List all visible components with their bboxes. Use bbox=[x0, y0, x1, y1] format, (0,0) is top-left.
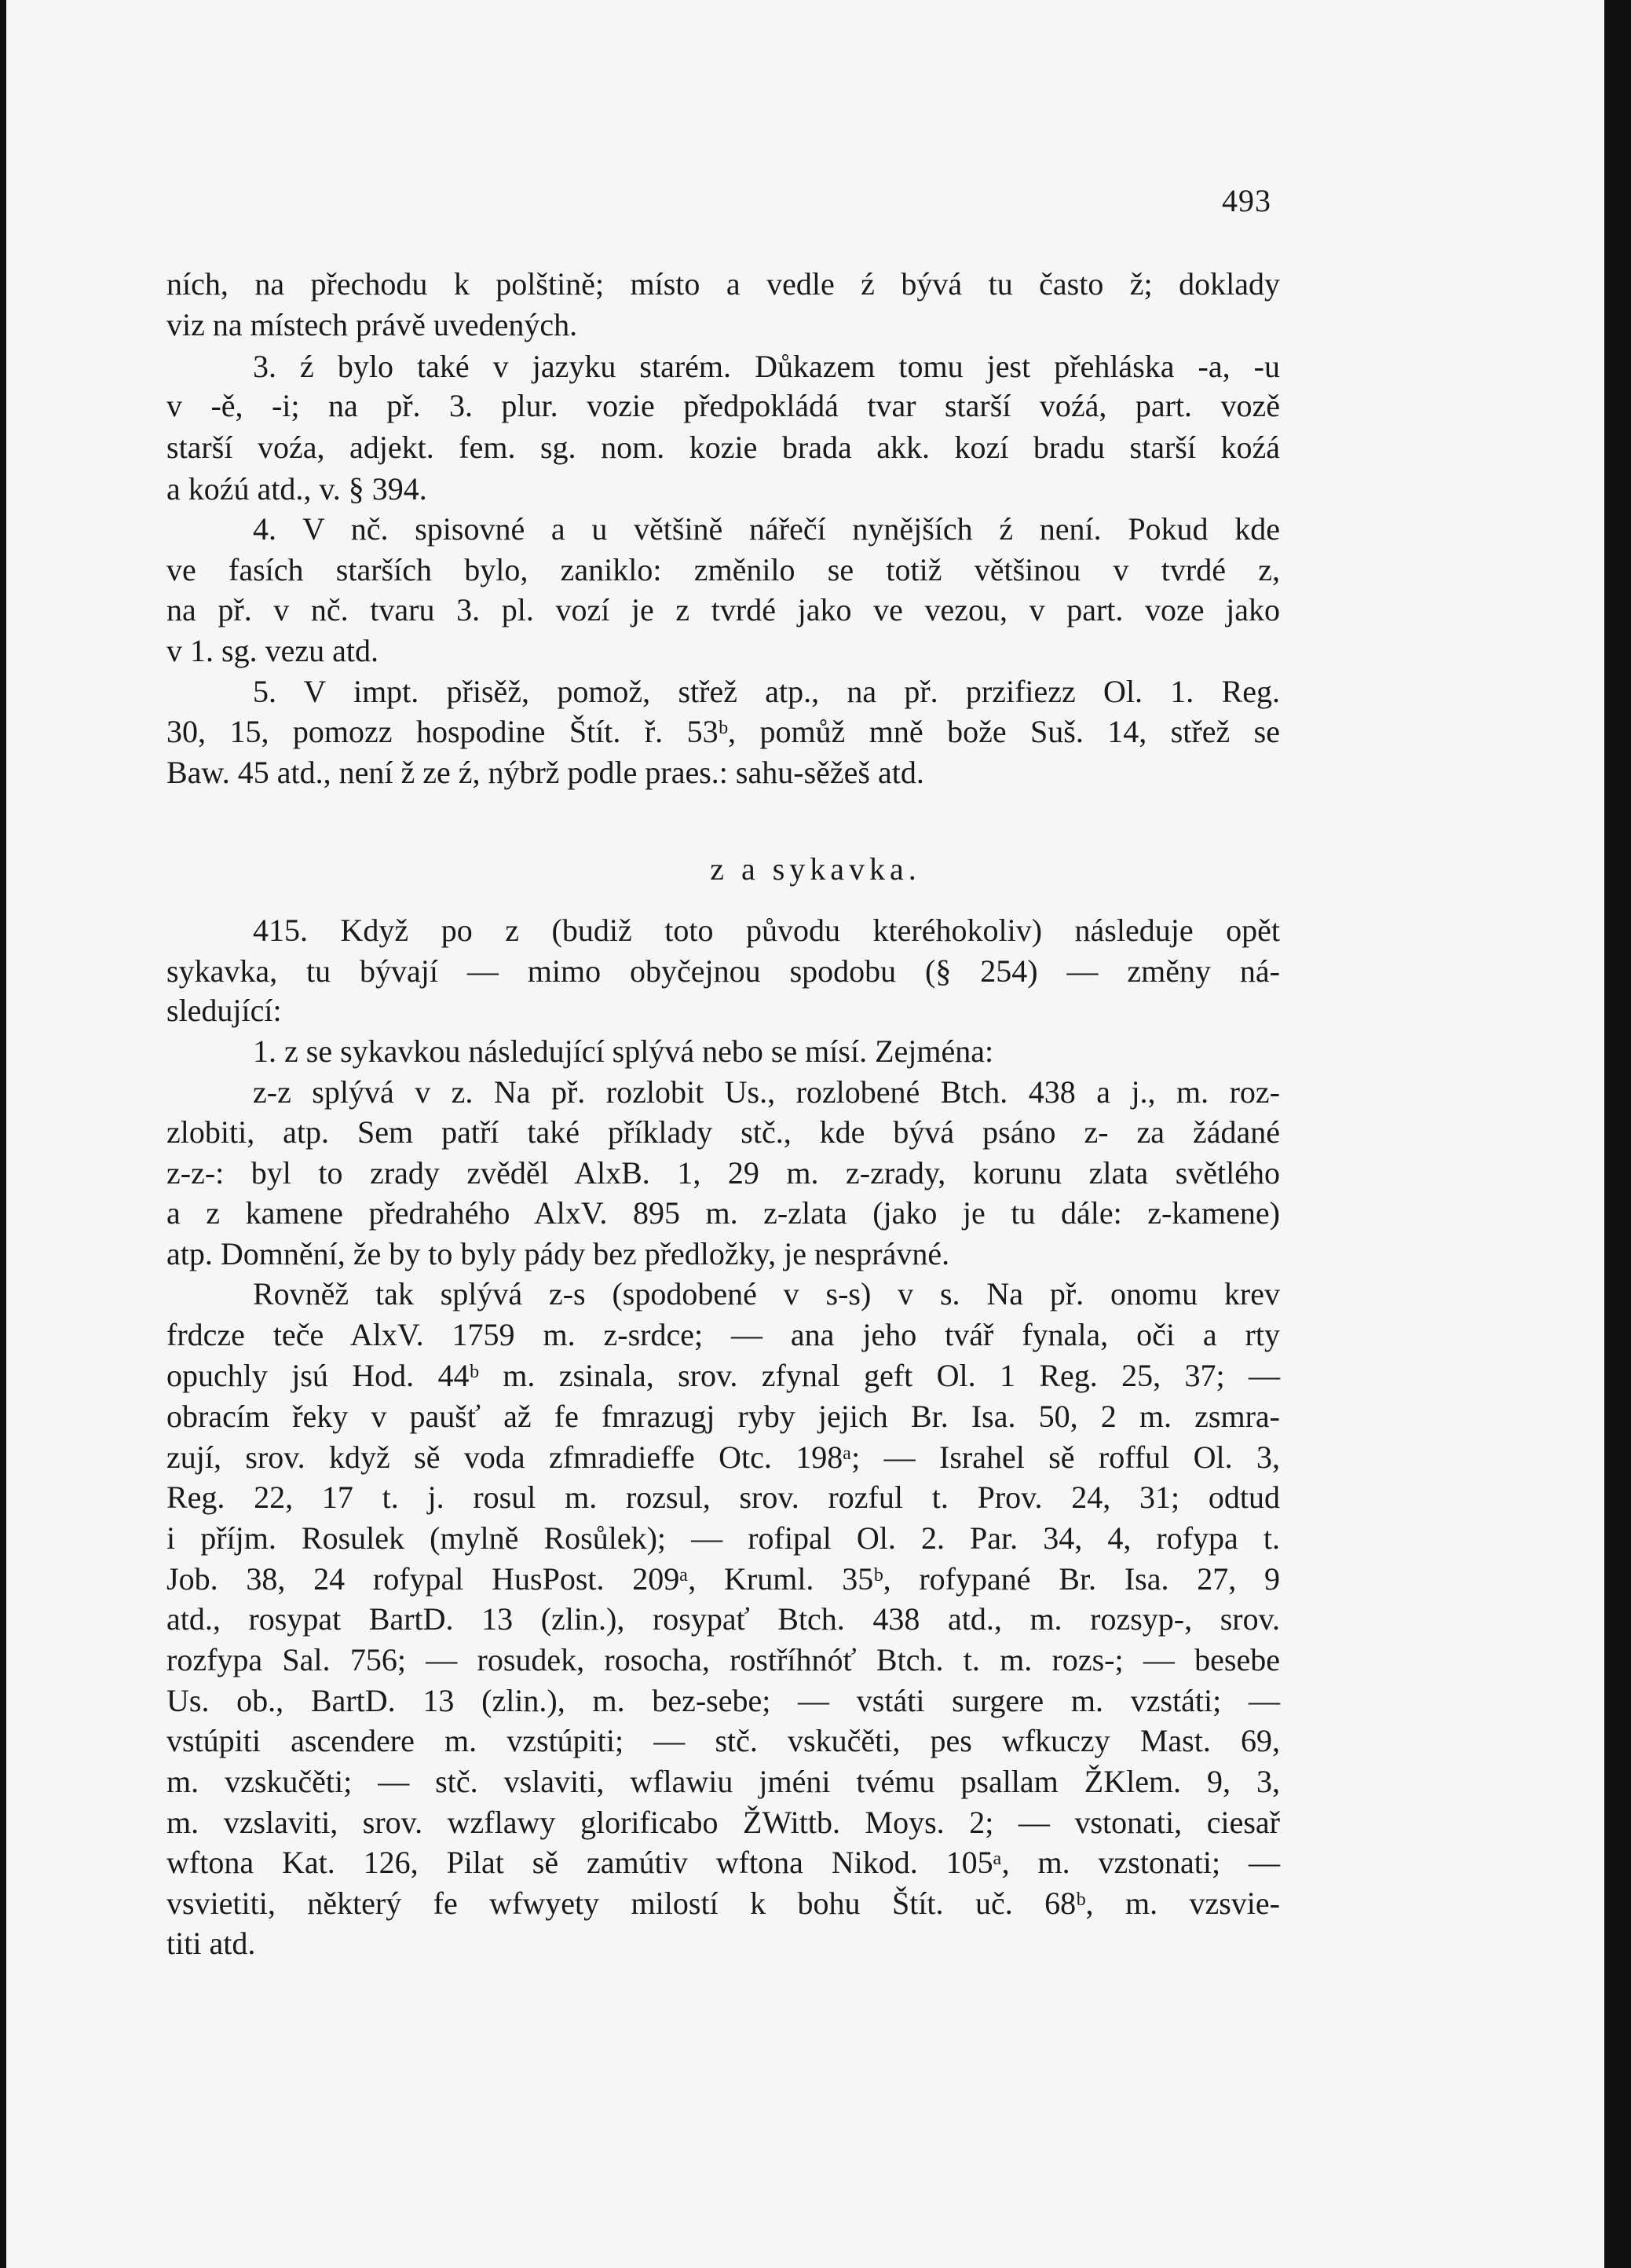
text-line: z-z-: byl to zrady zvěděl AlxB. 1, 29 m. z-zrady, korunu zlata světlého bbox=[166, 1155, 1280, 1191]
text-line: a z kamene předrahého AlxV. 895 m. z-zlata (jako je tu dále: z-kamene) bbox=[166, 1195, 1280, 1231]
text-line: opuchly jsú Hod. 44ᵇ m. zsinala, srov. zfynal geft Ol. 1 Reg. 25, 37; — bbox=[166, 1358, 1280, 1393]
text-line: Rovněž tak splývá z-s (spodobené v s-s) v s. Na př. onomu krev bbox=[253, 1276, 1280, 1311]
text-line: 1. z se sykavkou následující splývá nebo se mísí. Zejména: bbox=[253, 1033, 994, 1069]
text-line: atp. Domnění, že by to byly pády bez předložky, je nesprávné. bbox=[166, 1236, 950, 1271]
text-line: na př. v nč. tvaru 3. pl. vozí je z tvrdé jako ve vezou, v part. voze jako bbox=[166, 592, 1280, 627]
text-line: 5. V impt. přisěž, pomož, střež atp., na př. przifiezz Ol. 1. Reg. bbox=[253, 674, 1280, 709]
scan-border-left bbox=[0, 0, 6, 2268]
text-line: zují, srov. když sě voda zfmradieffe Otc. 198ᵃ; — Israhel sě rofful Ol. 3, bbox=[166, 1439, 1280, 1475]
text-line: m. vzslaviti, srov. wzflawy glorificabo ŽWittb. Moys. 2; — vstonati, ciesař bbox=[166, 1805, 1280, 1840]
text-line: Us. ob., BartD. 13 (zlin.), m. bez-sebe; — vstáti surgere m. vzstáti; — bbox=[166, 1683, 1280, 1718]
page-number: 493 bbox=[1222, 183, 1271, 218]
text-line: sledující: bbox=[166, 993, 282, 1028]
text-line: vsvietiti, některý fe wfwyety milostí k bohu Štít. uč. 68ᵇ, m. vzsvie- bbox=[166, 1886, 1280, 1921]
text-line: 3. ź bylo také v jazyku starém. Důkazem tomu jest přehláska -a, -u bbox=[253, 349, 1280, 384]
section-heading: z a sykavka. bbox=[710, 851, 921, 887]
text-line: Job. 38, 24 rofypal HusPost. 209ᵃ, Kruml. 35ᵇ, rofypané Br. Isa. 27, 9 bbox=[166, 1561, 1280, 1597]
text-line: 4. V nč. spisovné a u většině nářečí nynějších ź není. Pokud kde bbox=[253, 511, 1280, 547]
text-line: 30, 15, pomozz hospodine Štít. ř. 53ᵇ, pomůž mně bože Suš. 14, střež se bbox=[166, 714, 1280, 749]
text-line: rozfypa Sal. 756; — rosudek, rosocha, rostříhnóť Btch. t. m. rozs-; — besebe bbox=[166, 1642, 1280, 1677]
text-line: viz na místech právě uvedených. bbox=[166, 307, 578, 342]
text-line: sykavka, tu bývají — mimo obyčejnou spodobu (§ 254) — změny ná- bbox=[166, 953, 1280, 989]
text-line: v -ě, -i; na př. 3. plur. vozie předpokládá tvar starší voźá, part. vozě bbox=[166, 388, 1280, 423]
text-line: 415. Když po z (budiž toto původu kteréhokoliv) následuje opět bbox=[253, 913, 1280, 948]
text-line: zlobiti, atp. Sem patří také příklady stč., kde bývá psáno z- za žádané bbox=[166, 1114, 1280, 1150]
text-line: atd., rosypat BartD. 13 (zlin.), rosypať Btch. 438 atd., m. rozsyp-, srov. bbox=[166, 1601, 1280, 1637]
text-line: wftona Kat. 126, Pilat sě zamútiv wftona Nikod. 105ᵃ, m. vzstonati; — bbox=[166, 1845, 1280, 1880]
scan-border-right bbox=[1604, 0, 1631, 2268]
text-line: a koźú atd., v. § 394. bbox=[166, 471, 427, 507]
text-line: titi atd. bbox=[166, 1926, 256, 1961]
text-line: vstúpiti ascendere m. vzstúpiti; — stč. vskučěti, pes wfkuczy Mast. 69, bbox=[166, 1723, 1280, 1758]
text-line: starší voźa, adjekt. fem. sg. nom. kozie brada akk. kozí bradu starší koźá bbox=[166, 430, 1280, 465]
text-line: m. vzskučěti; — stč. vslaviti, wflawiu jméni tvému psallam ŽKlem. 9, 3, bbox=[166, 1764, 1280, 1799]
text-line: ních, na přechodu k polštině; místo a vedle ź bývá tu často ž; doklady bbox=[166, 266, 1280, 302]
text-line: Baw. 45 atd., není ž ze ź, nýbrž podle praes.: sahu-sěžeš atd. bbox=[166, 755, 924, 790]
text-line: i příjm. Rosulek (mylně Rosůlek); — rofipal Ol. 2. Par. 34, 4, rofypa t. bbox=[166, 1520, 1280, 1556]
text-line: frdcze teče AlxV. 1759 m. z-srdce; — ana jeho tvář fynala, oči a rty bbox=[166, 1317, 1280, 1352]
text-line: ve fasích starších bylo, zaniklo: změnilo se totiž většinou v tvrdé z, bbox=[166, 552, 1280, 587]
text-line: Reg. 22, 17 t. j. rosul m. rozsul, srov. rozful t. Prov. 24, 31; odtud bbox=[166, 1480, 1280, 1515]
text-line: v 1. sg. vezu atd. bbox=[166, 633, 378, 668]
text-line: obracím řeky v paušť až fe fmrazugj ryby jejich Br. Isa. 50, 2 m. zsmra- bbox=[166, 1399, 1280, 1434]
text-line: z-z splývá v z. Na př. rozlobit Us., rozlobené Btch. 438 a j., m. roz- bbox=[253, 1074, 1280, 1110]
